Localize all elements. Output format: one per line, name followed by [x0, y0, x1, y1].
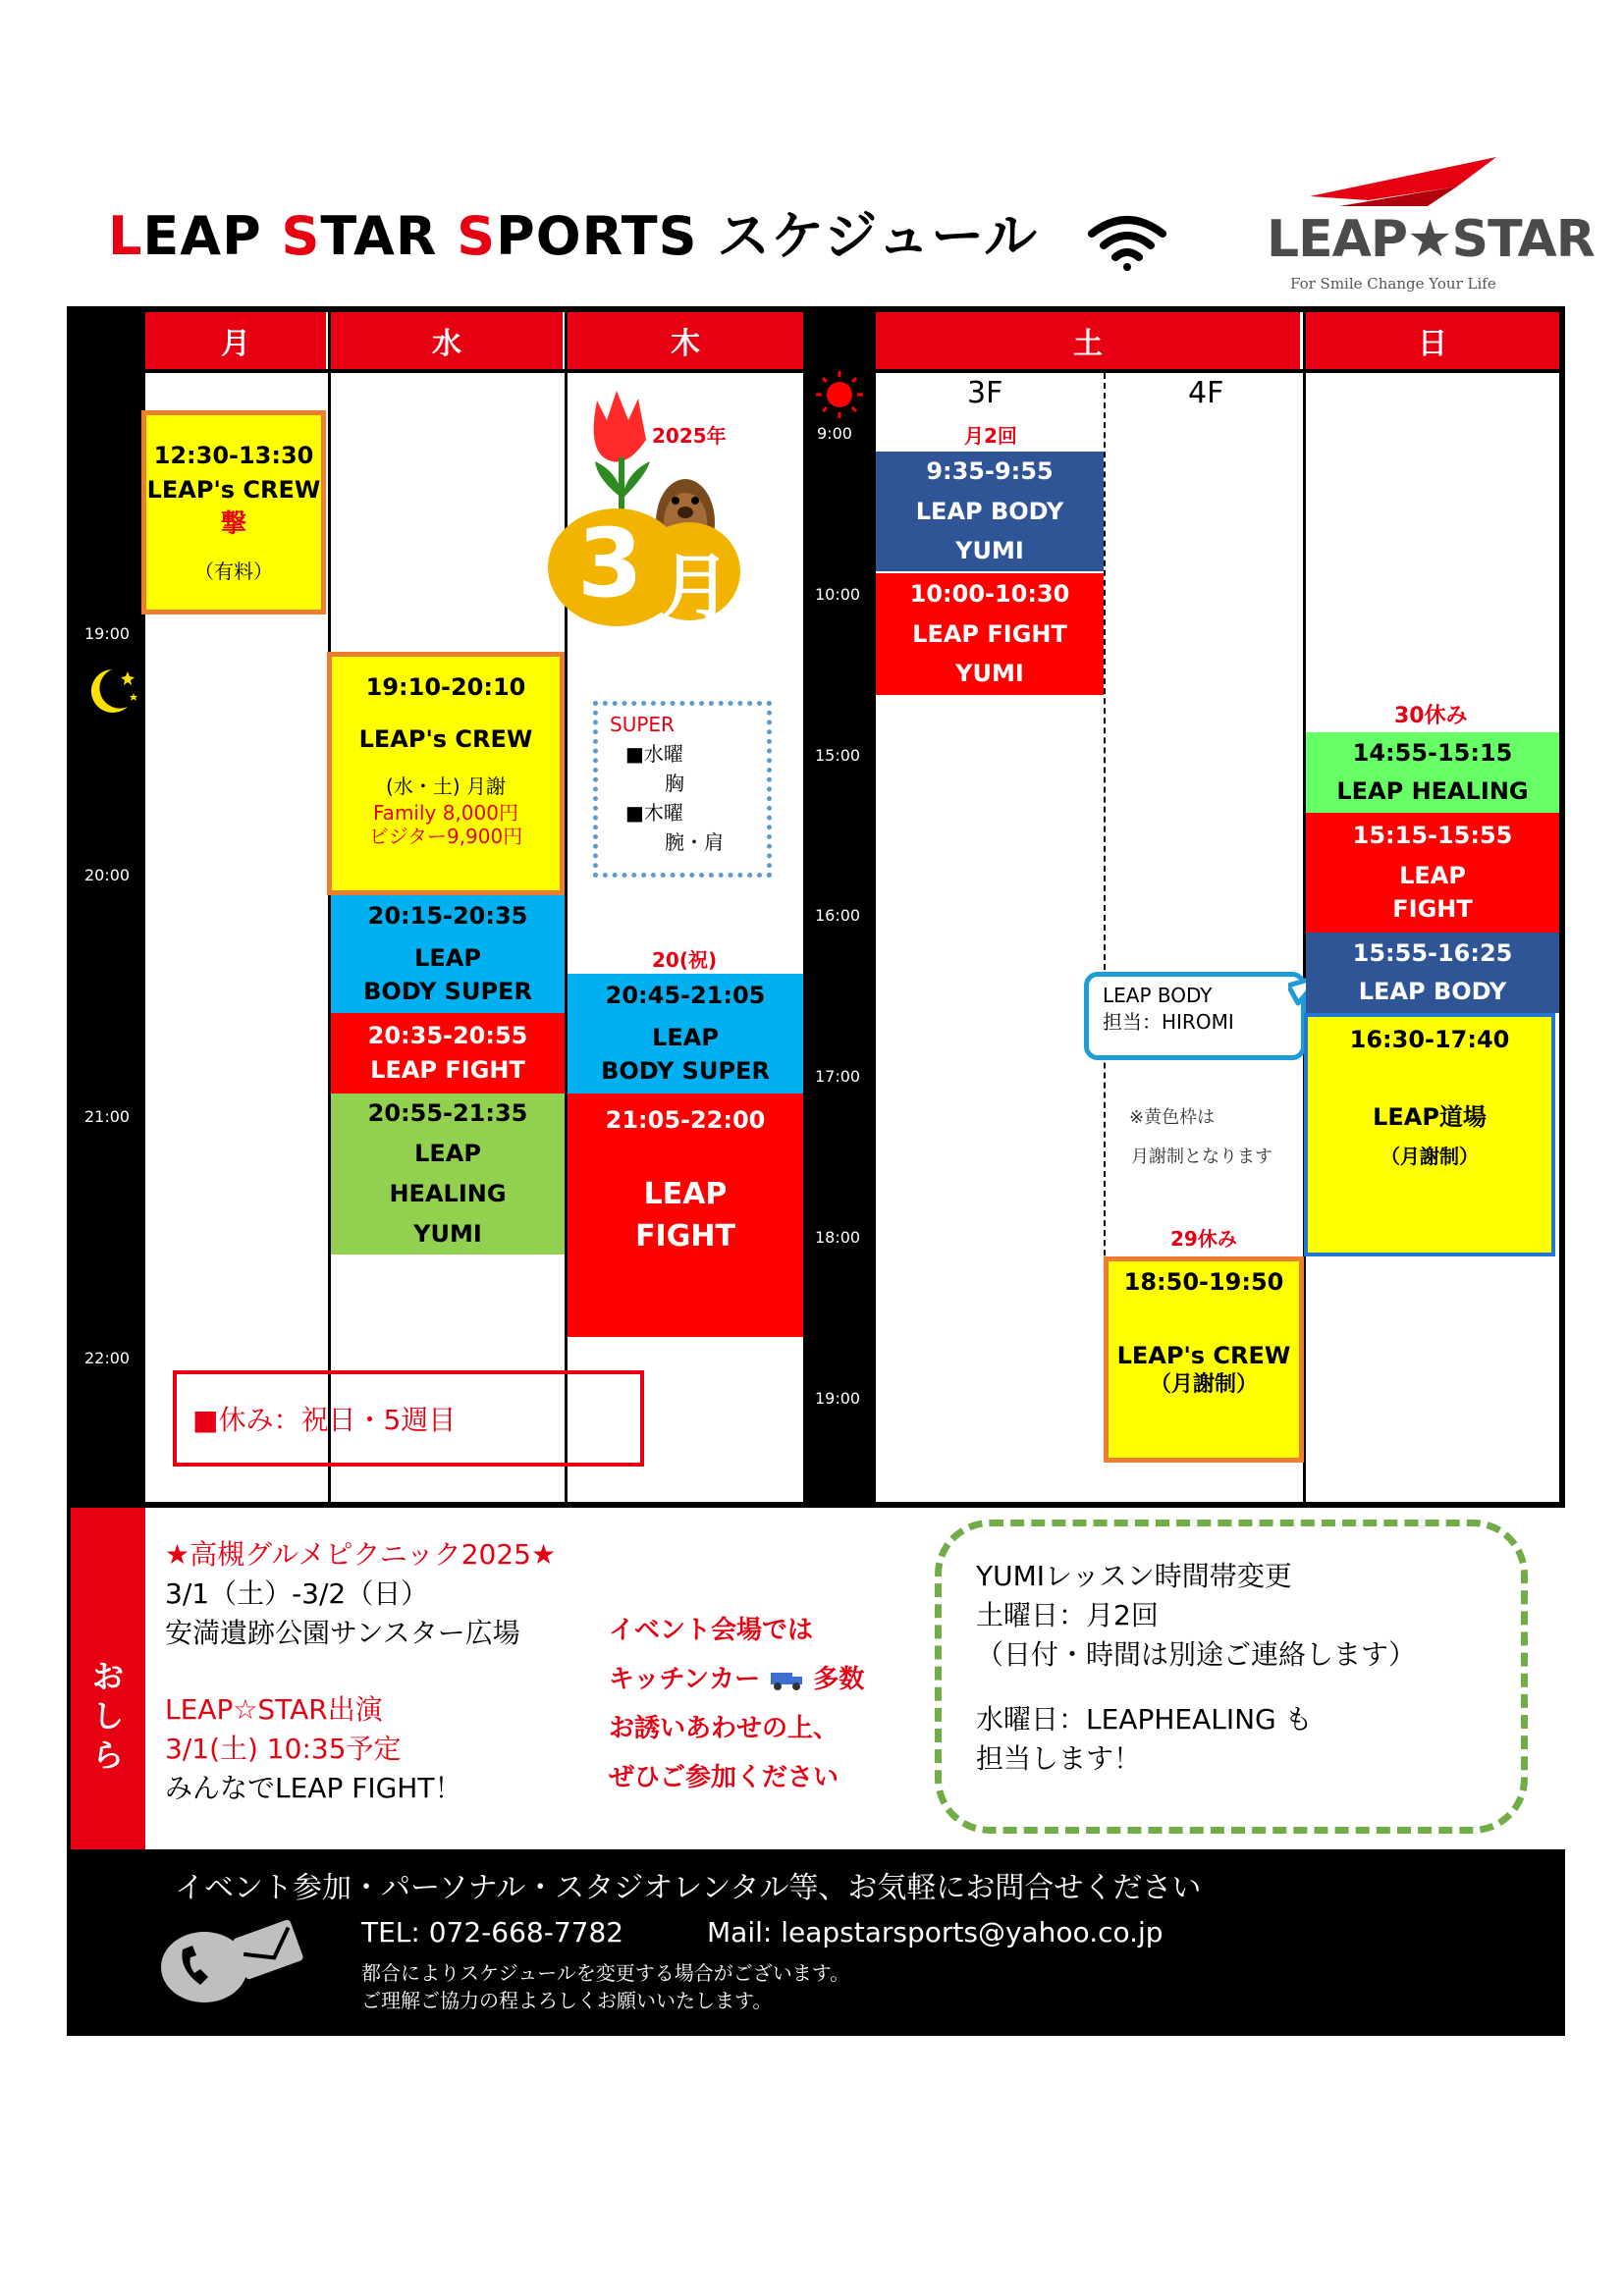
header-mon: 月: [145, 312, 326, 369]
sat-off-note: 29休み: [1170, 1227, 1237, 1251]
class-time: 9:35-9:55: [926, 456, 1054, 485]
class-name: LEAP HEALING: [1336, 777, 1529, 805]
footer-mail: Mail: leapstarsports@yahoo.co.jp: [707, 1916, 1164, 1949]
class-sub: 撃: [220, 509, 246, 540]
class-block-sat-crew[interactable]: [1104, 1256, 1304, 1463]
class-block-sun-fight[interactable]: [1306, 813, 1559, 933]
fee-visitor: ビジター9,900円: [368, 824, 523, 848]
bubble-line: 担当：HIROMI: [1103, 1010, 1234, 1034]
class-name: FIGHT: [1392, 894, 1473, 923]
class-time: 21:05-22:00: [605, 1106, 766, 1134]
class-fee: （有料）: [194, 560, 273, 584]
class-name: BODY SUPER: [601, 1057, 770, 1086]
class-block-sun-healing[interactable]: [1306, 732, 1559, 813]
month-suffix: 月: [660, 546, 731, 628]
year-label: 2025年: [652, 424, 727, 448]
super-note-box: [593, 701, 772, 878]
time-label: 20:00: [84, 866, 131, 884]
time-label: 17:00: [815, 1067, 861, 1086]
event-note-part: 多数: [813, 1665, 865, 1694]
event-title: ★高槻グルメピクニック2025★: [165, 1538, 557, 1571]
class-time: 20:45-21:05: [605, 981, 766, 1009]
class-block-mon-crew[interactable]: [141, 410, 326, 614]
yumi-notice-line: （日付・時間は別途ご連絡します）: [976, 1638, 1417, 1671]
bubble-line: LEAP BODY: [1103, 984, 1213, 1007]
instructor: YUMI: [955, 660, 1024, 688]
fee-family: Family 8,000円: [373, 800, 518, 825]
event-note: お誘いあわせの上、: [609, 1714, 839, 1743]
holiday-label: 20(祝): [652, 948, 718, 972]
time-label: 9:00: [817, 424, 852, 443]
class-name: LEAP's CREW: [358, 724, 533, 753]
super-title: SUPER: [610, 713, 675, 736]
event-appear-msg: みんなでLEAP FIGHT！: [165, 1772, 462, 1804]
class-name: LEAP FIGHT: [370, 1056, 525, 1084]
class-name: FIGHT: [635, 1219, 735, 1255]
instructor: YUMI: [955, 537, 1024, 565]
class-sub: （月謝制）: [1149, 1372, 1258, 1398]
yellow-note: ※黄色枠は: [1129, 1107, 1216, 1128]
yumi-notice-line: 水曜日：LEAPHEALING も: [976, 1703, 1313, 1735]
title-part: PORTS スケジュール: [496, 205, 1039, 267]
logo-wing-icon: [1310, 157, 1496, 216]
class-sub: （月謝制）: [1380, 1144, 1479, 1168]
class-block-wed-fight[interactable]: [331, 1013, 565, 1094]
class-time: 18:50-19:50: [1123, 1268, 1284, 1296]
class-name: LEAP: [414, 943, 481, 972]
header-sat: 土: [876, 312, 1300, 369]
header-wed: 水: [331, 312, 563, 369]
month-number: 3: [577, 508, 643, 618]
class-name: HEALING: [389, 1180, 507, 1207]
brand-logo: [1261, 157, 1595, 294]
sun-off-note: 30休み: [1394, 704, 1468, 728]
yumi-notice-line: 担当します！: [976, 1742, 1142, 1775]
time-label: 16:00: [815, 906, 861, 925]
class-name: LEAP: [414, 1140, 481, 1168]
class-name: LEAP: [643, 1176, 728, 1211]
class-block-wed-body[interactable]: [331, 895, 565, 1013]
yellow-note: 月謝制となります: [1131, 1147, 1272, 1167]
class-block-wed-healing[interactable]: [331, 1094, 565, 1255]
class-time: 10:00-10:30: [909, 579, 1070, 608]
instructor: YUMI: [413, 1219, 482, 1248]
moon-icon: [79, 664, 141, 719]
time-label: 22:00: [84, 1349, 131, 1367]
time-label: 10:00: [815, 585, 861, 604]
class-block-thu-body[interactable]: [568, 974, 803, 1094]
time-label: 19:00: [84, 624, 131, 643]
event-dates: 3/1（土）-3/2（日）: [165, 1577, 429, 1610]
sat-3f-note: 月2回: [964, 424, 1017, 448]
title-letter: L: [108, 205, 143, 267]
fee-note: (水・土) 月謝: [386, 774, 506, 798]
class-name: LEAP FIGHT: [912, 619, 1067, 648]
class-time: 12:30-13:30: [153, 441, 314, 469]
footer-tel: TEL: 072-668-7782: [361, 1916, 624, 1949]
event-note: [609, 1659, 864, 1695]
floor-4f: 4F: [1188, 376, 1224, 410]
class-block-sun-dojo[interactable]: [1304, 1013, 1555, 1256]
class-block-sat-fight[interactable]: [876, 573, 1104, 695]
class-time: 16:30-17:40: [1349, 1026, 1510, 1053]
footer-note: ご理解ご協力の程よろしくお願いいたします。: [361, 1989, 773, 2012]
news-side-label: [88, 1657, 128, 1775]
class-time: 14:55-15:15: [1352, 739, 1513, 768]
time-label: 18:00: [815, 1228, 861, 1247]
floor-3f: 3F: [967, 376, 1003, 410]
wifi-icon: [1088, 214, 1166, 271]
class-time: 20:55-21:35: [367, 1099, 528, 1128]
frame-right: [1559, 306, 1565, 1508]
side-char: ら: [91, 1736, 124, 1774]
holidays-box: ■休み：祝日・5週目: [173, 1370, 644, 1467]
event-appear: LEAP☆STAR出演: [165, 1693, 383, 1726]
class-time: 19:10-20:10: [365, 673, 526, 701]
class-block-sat-body[interactable]: [876, 452, 1104, 571]
super-line: 腕・肩: [665, 830, 724, 854]
event-appear-time: 3/1(土) 10:35予定: [165, 1733, 402, 1765]
title-letter: S: [281, 205, 321, 267]
class-block-sun-body[interactable]: [1306, 933, 1559, 1013]
instructor-bubble: [1084, 972, 1306, 1060]
class-time: 20:35-20:55: [367, 1022, 528, 1050]
title-letter: S: [457, 205, 497, 267]
frame-divider: [67, 1502, 1565, 1508]
class-name: LEAP's CREW: [146, 475, 321, 504]
class-time: 20:15-20:35: [367, 901, 528, 930]
class-name: BODY SUPER: [363, 978, 532, 1006]
kitchen-car-icon: [769, 1669, 804, 1692]
super-line: ■木曜: [625, 801, 683, 825]
side-char: し: [91, 1697, 124, 1735]
logo-text: LEAP★STAR: [1267, 210, 1595, 269]
logo-tagline: For Smile Change Your Life: [1290, 275, 1496, 293]
class-name: LEAP道場: [1373, 1102, 1487, 1131]
title-part: TAR: [320, 205, 458, 267]
class-block-thu-fight[interactable]: [568, 1094, 803, 1337]
class-name: LEAP BODY: [915, 497, 1064, 525]
side-char: お: [91, 1658, 124, 1695]
time-label: 19:00: [815, 1389, 861, 1408]
super-line: 胸: [665, 772, 684, 795]
sun-icon: [809, 367, 870, 420]
contact-icon: [153, 1916, 310, 2014]
yumi-notice-line: 土曜日：月2回: [976, 1599, 1159, 1631]
event-note-part: キッチンカー: [609, 1665, 761, 1694]
class-name: LEAP: [1399, 862, 1466, 890]
class-time: 15:55-16:25: [1352, 939, 1513, 968]
time-label: 21:00: [84, 1107, 131, 1126]
event-note: ぜひご参加ください: [609, 1763, 839, 1792]
page-title: [108, 194, 1038, 270]
time-label: 15:00: [815, 746, 861, 765]
yumi-notice-line: YUMIレッスン時間帯変更: [976, 1560, 1292, 1592]
class-name: LEAP: [652, 1023, 719, 1051]
event-note: イベント会場では: [609, 1616, 814, 1645]
footer-headline: イベント参加・パーソナル・スタジオレンタル等、お気軽にお問合せください: [175, 1871, 1202, 1905]
header-thu: 木: [568, 312, 803, 369]
class-name: LEAP's CREW: [1116, 1342, 1291, 1370]
class-block-wed-crew[interactable]: [327, 652, 565, 895]
footer-note: 都合によりスケジュールを変更する場合がございます。: [361, 1961, 850, 1985]
event-venue: 安満遺跡公園サンスター広場: [165, 1617, 520, 1649]
class-time: 15:15-15:55: [1352, 821, 1513, 849]
super-line: ■水曜: [625, 742, 683, 766]
class-name: LEAP BODY: [1358, 978, 1507, 1005]
header-sun: 日: [1306, 312, 1559, 369]
title-part: EAP: [142, 205, 282, 267]
